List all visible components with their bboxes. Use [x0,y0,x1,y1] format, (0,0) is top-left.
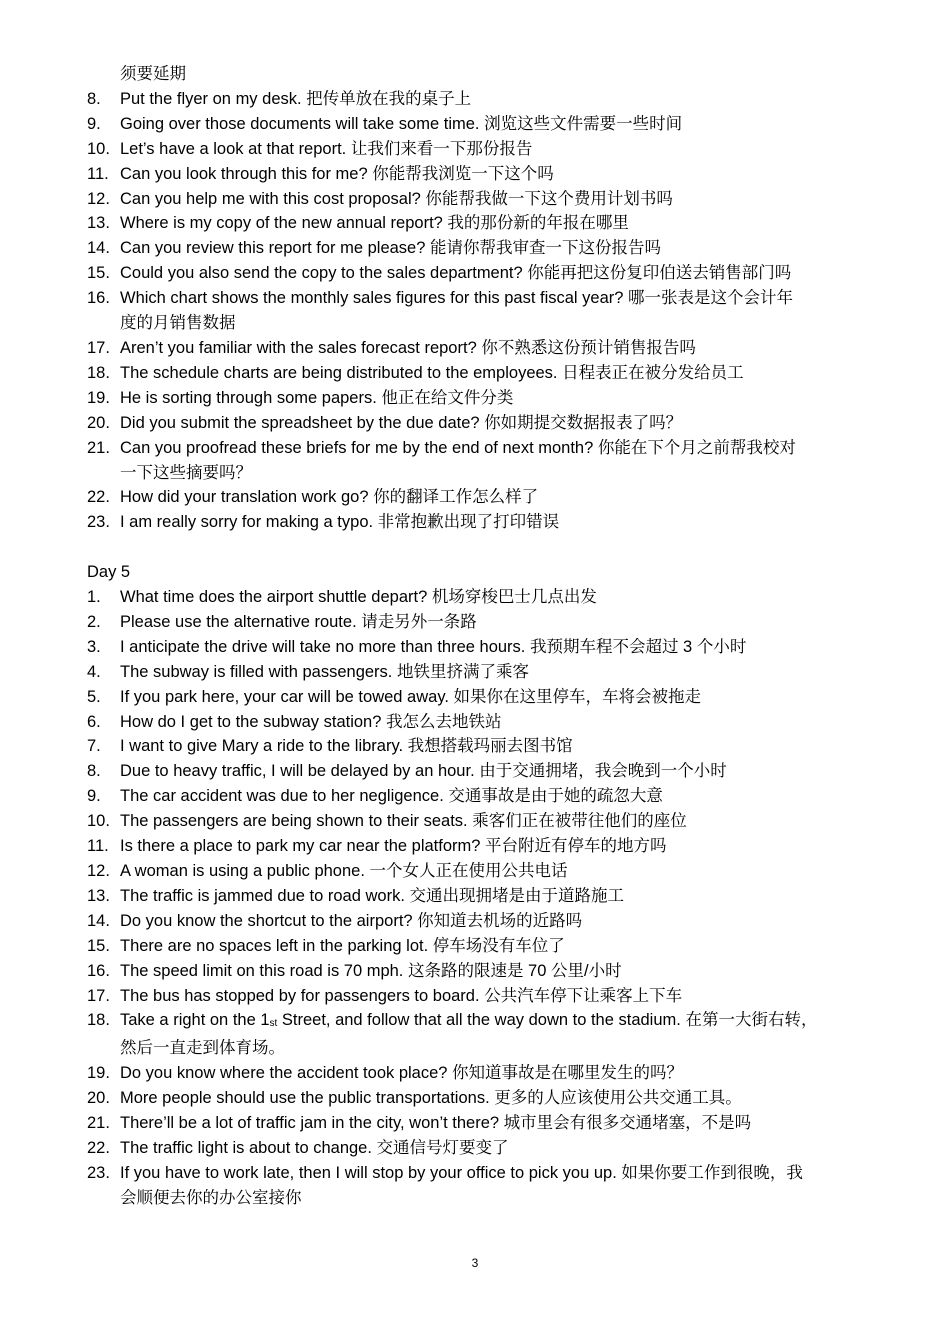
item-number: 7. [87,737,101,756]
list-item [87,286,887,311]
item-text: The bus has stopped by for passengers to board. 公共汽车停下让乘客上下车 [120,986,683,1005]
item-text: What time does the airport shuttle depart? 机场穿梭巴士几点出发 [120,588,597,606]
list-item [87,137,887,162]
list-item [87,984,887,1009]
list-item [87,1136,887,1161]
item-text: I am really sorry for making a typo. 非常抱歉出现了打印错误 [120,513,560,532]
item-number: 23. [87,1163,110,1182]
item-text: The traffic light is about to change. 交通信号灯要变了 [120,1138,509,1157]
item-number: 2. [87,612,101,631]
item-number: 15. [87,264,110,283]
list-item [87,809,887,834]
item-continuation: 然后一直走到体育场。 [120,1039,285,1058]
item-number: 18. [87,363,110,382]
item-number: 5. [87,687,101,706]
item-number: 6. [87,712,101,731]
item-text-pre: Take a right on the 1 [120,1011,270,1030]
item-number: 19. [87,388,110,407]
item-text: Which chart shows the monthly sales figures for this past fiscal year? 哪一张表是这个会计年 [120,289,794,308]
list-item [87,386,887,411]
list-item [87,361,887,386]
item-number: 11. [87,837,109,856]
list-item [87,187,887,212]
item-text: If you have to work late, then I will stop by your office to pick you up. 如果你要工作到很晚，我 [120,1163,803,1182]
list-item [87,1161,887,1186]
item-number: 8. [87,762,101,781]
list-item [87,759,887,784]
item-number: 21. [87,1114,110,1133]
item-text: Could you also send the copy to the sales department? 你能再把这份复印伯送去销售部门吗 [120,264,792,283]
list-item [87,236,887,261]
item-number: 13. [87,886,110,905]
item-number: 17. [87,986,110,1005]
item-text-post: Street, and follow that all the way down to the stadium. 在第一大街右转， [277,1011,818,1030]
item-text: The traffic is jammed due to road work. 交通出现拥堵是由于道路施工 [120,886,624,905]
list-item [87,1061,887,1086]
section-a-list [87,87,887,535]
item-text: Put the flyer on my desk. 把传单放在我的桌子上 [120,89,472,108]
item-number: 17. [87,338,110,357]
item-number: 13. [87,214,110,233]
item-continuation: 度的月销售数据 [120,314,236,333]
list-item [87,1008,887,1036]
item-number: 23. [87,513,110,532]
list-item [87,485,887,510]
list-item [87,884,887,909]
list-item [87,734,887,759]
list-item [87,834,887,859]
list-item [87,859,887,884]
ordinal-suffix: st [269,1018,278,1030]
item-number: 3. [87,637,101,656]
list-item [87,934,887,959]
item-text: Aren’t you familiar with the sales forecast report? 你不熟悉这份预计销售报告吗 [120,338,696,357]
list-item [87,710,887,735]
list-item [87,585,887,610]
item-text: There are no spaces left in the parking lot. 停车场没有车位了 [120,936,565,955]
list-item [87,909,887,934]
item-number: 12. [87,189,110,208]
item-text: There’ll be a lot of traffic jam in the city, won’t there? 城市里会有很多交通堵塞，不是吗 [120,1114,752,1133]
item-text: I want to give Mary a ride to the library. 我想搭载玛丽去图书馆 [120,737,573,756]
item-text: Did you submit the spreadsheet by the due date? 你如期提交数据报表了吗？ [120,413,683,432]
item-text: Do you know where the accident took place? 你知道事故是在哪里发生的吗？ [120,1064,684,1083]
item-number: 22. [87,1138,110,1157]
item-text: Can you look through this for me? 你能帮我浏览一下这个吗 [120,164,554,183]
list-item [87,784,887,809]
list-item [87,436,887,461]
item-number: 16. [87,961,110,980]
item-number: 20. [87,1089,110,1108]
item-text: Can you help me with this cost proposal? 你能帮我做一下这个费用计划书吗 [120,189,673,208]
item-text: Due to heavy traffic, I will be delayed by an hour. 由于交通拥堵，我会晚到一个小时 [120,762,727,781]
item-text: Can you review this report for me please? 能请你帮我审查一下这份报告吗 [120,239,661,258]
item-text [120,1008,887,1036]
item-text: The schedule charts are being distributed to the employees. 日程表正在被分发给员工 [120,363,744,382]
item-text: The speed limit on this road is 70 mph. 这条路的限速是 70 公里/小时 [120,961,622,980]
item-number: 10. [87,812,110,831]
item-number: 20. [87,413,110,432]
item-number: 10. [87,139,110,158]
item-text: Going over those documents will take some time. 浏览这些文件需要一些时间 [120,114,683,133]
item-number: 22. [87,488,110,507]
item-number: 1. [87,588,101,606]
item-text: I anticipate the drive will take no more than three hours. 我预期车程不会超过 3 个小时 [120,637,747,656]
item-number: 4. [87,662,101,681]
item-text: A woman is using a public phone. 一个女人正在使用公共电话 [120,861,568,880]
list-item [87,660,887,685]
list-item [87,112,887,137]
section-gap [87,535,887,560]
list-item [87,87,887,112]
item-number: 14. [87,239,110,258]
section-heading: Day 5 [87,563,131,582]
item-text: The passengers are being shown to their seats. 乘客们正在被带往他们的座位 [120,812,687,831]
item-text: Please use the alternative route. 请走另外一条路 [120,612,477,631]
page-number: 3 [471,1256,479,1270]
item-number: 8. [87,89,101,108]
list-item [87,959,887,984]
item-number: 11. [87,164,109,183]
item-number: 12. [87,861,110,880]
item-text: The car accident was due to her negligence. 交通事故是由于她的疏忽大意 [120,787,663,806]
item-text: More people should use the public transportations. 更多的人应该使用公共交通工具。 [120,1089,742,1108]
item-number: 9. [87,114,101,133]
item-text: He is sorting through some papers. 他正在给文件分类 [120,388,514,407]
list-item [87,211,887,236]
item-text: If you park here, your car will be towed away. 如果你在这里停车，车将会被拖走 [120,687,702,706]
item-number: 16. [87,289,110,308]
list-item [87,685,887,710]
item-text: Is there a place to park my car near the platform? 平台附近有停车的地方吗 [120,837,667,856]
item-text: Let’s have a look at that report. 让我们来看一下那份报告 [120,139,533,158]
section-b-list [87,585,887,1211]
item-number: 15. [87,936,110,955]
item-text: Where is my copy of the new annual report? 我的那份新的年报在哪里 [120,214,629,233]
list-item [87,162,887,187]
list-item [87,1111,887,1136]
list-item [87,411,887,436]
list-item [87,635,887,660]
list-item [87,610,887,635]
item-continuation: 一下这些摘要吗？ [120,463,252,482]
item-text: The subway is filled with passengers. 地铁里挤满了乘客 [120,662,529,681]
page-content [87,62,887,1211]
list-item [87,336,887,361]
list-item [87,510,887,535]
item-text: Can you proofread these briefs for me by the end of next month? 你能在下个月之前帮我校对 [120,438,796,457]
item-text: Do you know the shortcut to the airport? 你知道去机场的近路吗 [120,911,583,930]
continuation-line: 须要延期 [120,65,186,83]
item-continuation: 会顺便去你的办公室接你 [120,1188,302,1207]
item-number: 14. [87,911,110,930]
item-text: How did your translation work go? 你的翻译工作怎么样了 [120,488,539,507]
list-item [87,261,887,286]
item-text: How do I get to the subway station? 我怎么去地铁站 [120,712,502,731]
item-number: 18. [87,1011,110,1030]
list-item [87,1086,887,1111]
item-number: 9. [87,787,101,806]
item-number: 21. [87,438,110,457]
item-number: 19. [87,1064,110,1083]
